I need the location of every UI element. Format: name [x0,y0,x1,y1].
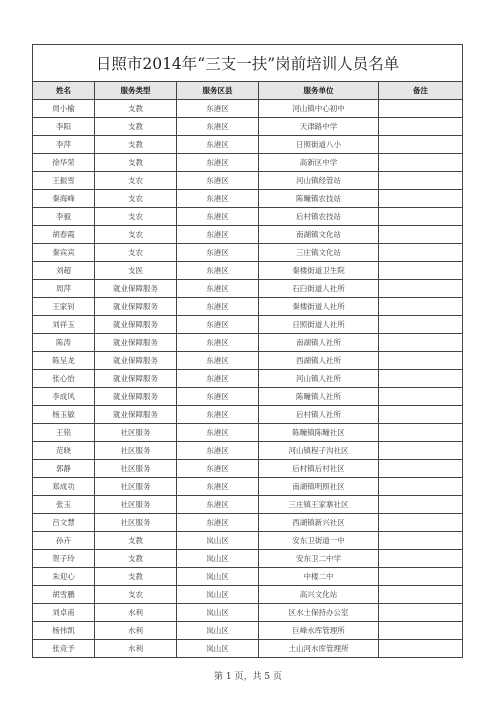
cell-name: 李毅 [33,208,95,226]
cell-name: 王家钊 [33,298,95,316]
cell-service-type: 就业保障服务 [95,316,177,334]
cell-service-type: 支教 [95,532,177,550]
cell-service-unit: 中楼二中 [259,568,379,586]
cell-name: 孙卉 [33,532,95,550]
table-row [33,424,463,442]
table-row [33,316,463,334]
cell-district: 东港区 [177,136,259,154]
cell-name: 李成风 [33,388,95,406]
cell-name: 郑成功 [33,478,95,496]
cell-service-type: 社区服务 [95,460,177,478]
cell-service-unit: 土山河水库管理所 [259,640,379,658]
cell-district: 东港区 [177,280,259,298]
cell-district: 东港区 [177,496,259,514]
cell-name: 刘卓甫 [33,604,95,622]
table-row [33,208,463,226]
cell-service-type: 支农 [95,208,177,226]
table-row [33,478,463,496]
cell-district: 东港区 [177,244,259,262]
cell-name: 杨玉敏 [33,406,95,424]
cell-service-unit: 安东卫二中学 [259,550,379,568]
cell-service-unit: 河山镇中心初中 [259,100,379,118]
header-remarks: 备注 [379,82,463,100]
table-row [33,100,463,118]
table-row [33,298,463,316]
cell-district: 岚山区 [177,532,259,550]
cell-district: 岚山区 [177,550,259,568]
cell-district: 岚山区 [177,640,259,658]
cell-remarks [379,568,463,586]
cell-service-unit: 天津路中学 [259,118,379,136]
cell-service-unit: 区水土保持办公室 [259,604,379,622]
cell-service-unit: 后村镇后村社区 [259,460,379,478]
cell-remarks [379,478,463,496]
cell-name: 周萍 [33,280,95,298]
table-row [33,352,463,370]
cell-name: 李萍 [33,136,95,154]
cell-district: 东港区 [177,154,259,172]
cell-district: 东港区 [177,460,259,478]
cell-service-type: 支教 [95,136,177,154]
cell-district: 东港区 [177,514,259,532]
table-row [33,568,463,586]
cell-remarks [379,244,463,262]
cell-remarks [379,226,463,244]
cell-service-unit: 高新区中学 [259,154,379,172]
cell-service-type: 支教 [95,154,177,172]
table-row [33,604,463,622]
header-name: 姓名 [33,82,95,100]
cell-name: 范晓 [33,442,95,460]
table-row [33,532,463,550]
cell-name: 杨伟凯 [33,622,95,640]
cell-name: 徐华荣 [33,154,95,172]
cell-service-type: 社区服务 [95,496,177,514]
cell-remarks [379,388,463,406]
cell-service-unit: 陈疃镇人社所 [259,388,379,406]
cell-remarks [379,586,463,604]
cell-service-type: 支农 [95,190,177,208]
cell-district: 东港区 [177,334,259,352]
cell-name: 吕文慧 [33,514,95,532]
cell-district: 东港区 [177,406,259,424]
cell-name: 贺子玲 [33,550,95,568]
cell-service-type: 就业保障服务 [95,280,177,298]
cell-name: 胡春霞 [33,226,95,244]
cell-district: 岚山区 [177,586,259,604]
cell-name: 秦宾宾 [33,244,95,262]
table-row [33,190,463,208]
cell-service-type: 就业保障服务 [95,298,177,316]
cell-name: 秦海峰 [33,190,95,208]
cell-service-unit: 陈疃镇农技站 [259,190,379,208]
cell-district: 东港区 [177,262,259,280]
table-row [33,262,463,280]
cell-service-type: 支农 [95,586,177,604]
cell-district: 岚山区 [177,622,259,640]
cell-district: 东港区 [177,172,259,190]
cell-service-type: 社区服务 [95,424,177,442]
cell-service-unit: 三庄镇王家寨社区 [259,496,379,514]
cell-service-unit: 陈疃镇陈疃社区 [259,424,379,442]
cell-service-unit: 高兴文化站 [259,586,379,604]
header-row [33,82,463,100]
table-row [33,622,463,640]
roster-body [33,100,463,658]
table-row [33,118,463,136]
cell-district: 东港区 [177,388,259,406]
cell-district: 岚山区 [177,568,259,586]
cell-remarks [379,280,463,298]
cell-service-unit: 后村镇农技站 [259,208,379,226]
cell-district: 东港区 [177,118,259,136]
cell-name: 周小榆 [33,100,95,118]
cell-service-type: 支教 [95,100,177,118]
cell-service-type: 水利 [95,604,177,622]
cell-name: 王振雪 [33,172,95,190]
table-row [33,370,463,388]
cell-district: 东港区 [177,208,259,226]
cell-service-unit: 日照街道人社所 [259,316,379,334]
cell-remarks [379,604,463,622]
cell-name: 张心怡 [33,370,95,388]
cell-remarks [379,640,463,658]
cell-name: 张玉 [33,496,95,514]
cell-remarks [379,532,463,550]
cell-remarks [379,460,463,478]
cell-remarks [379,424,463,442]
cell-remarks [379,514,463,532]
cell-service-type: 支教 [95,568,177,586]
roster-table [32,44,463,658]
cell-name: 刘超 [33,262,95,280]
cell-service-unit: 南湖镇人社所 [259,334,379,352]
cell-remarks [379,172,463,190]
cell-remarks [379,352,463,370]
cell-service-unit: 西湖镇人社所 [259,352,379,370]
cell-name: 郭静 [33,460,95,478]
cell-remarks [379,100,463,118]
table-row [33,226,463,244]
cell-remarks [379,442,463,460]
cell-remarks [379,622,463,640]
cell-remarks [379,154,463,172]
cell-service-type: 支农 [95,244,177,262]
cell-service-unit: 秦楼街道卫生院 [259,262,379,280]
cell-remarks [379,370,463,388]
table-row [33,388,463,406]
table-row [33,280,463,298]
cell-district: 东港区 [177,226,259,244]
cell-name: 刘祥玉 [33,316,95,334]
cell-service-type: 支农 [95,226,177,244]
cell-service-type: 水利 [95,640,177,658]
table-row [33,172,463,190]
table-row [33,514,463,532]
cell-service-unit: 巨峰水库管理所 [259,622,379,640]
cell-remarks [379,118,463,136]
cell-district: 东港区 [177,316,259,334]
header-service-type: 服务类型 [95,82,177,100]
cell-district: 东港区 [177,442,259,460]
cell-name: 朱迎心 [33,568,95,586]
cell-remarks [379,316,463,334]
table-row [33,586,463,604]
table-row [33,640,463,658]
cell-remarks [379,406,463,424]
table-row [33,136,463,154]
table-row [33,406,463,424]
cell-district: 东港区 [177,190,259,208]
cell-service-unit: 后村镇人社所 [259,406,379,424]
cell-district: 东港区 [177,478,259,496]
table-row [33,496,463,514]
cell-service-type: 就业保障服务 [95,406,177,424]
cell-remarks [379,334,463,352]
cell-remarks [379,136,463,154]
page-footer: 第 1 页，共 5 页 [214,672,282,682]
header-service-unit: 服务单位 [259,82,379,100]
cell-service-unit: 安东卫街道一中 [259,532,379,550]
cell-remarks [379,496,463,514]
cell-district: 东港区 [177,100,259,118]
cell-service-unit: 南湖镇明照社区 [259,478,379,496]
cell-service-unit: 河山镇人社所 [259,370,379,388]
cell-remarks [379,298,463,316]
cell-service-unit: 河山镇程子沟社区 [259,442,379,460]
roster-sheet [32,44,462,658]
document-title: 日照市2014年“三支一扶”岗前培训人员名单 [33,45,463,82]
cell-district: 东港区 [177,370,259,388]
table-row [33,460,463,478]
cell-remarks [379,190,463,208]
cell-service-type: 支医 [95,262,177,280]
cell-name: 李阳 [33,118,95,136]
cell-name: 陈呈龙 [33,352,95,370]
table-row [33,244,463,262]
cell-service-unit: 河山镇经管站 [259,172,379,190]
cell-service-unit: 日照街道八小 [259,136,379,154]
table-row [33,154,463,172]
cell-district: 东港区 [177,352,259,370]
table-row [33,442,463,460]
cell-service-type: 支农 [95,172,177,190]
cell-name: 王铭 [33,424,95,442]
cell-service-type: 社区服务 [95,514,177,532]
table-row [33,550,463,568]
cell-service-unit: 秦楼街道人社所 [259,298,379,316]
cell-service-unit: 南湖镇文化站 [259,226,379,244]
cell-name: 陈涛 [33,334,95,352]
cell-remarks [379,208,463,226]
cell-service-type: 就业保障服务 [95,334,177,352]
cell-district: 岚山区 [177,604,259,622]
cell-service-unit: 石臼街道人社所 [259,280,379,298]
cell-name: 胡雪鹏 [33,586,95,604]
cell-service-type: 社区服务 [95,442,177,460]
cell-service-type: 社区服务 [95,478,177,496]
cell-service-type: 就业保障服务 [95,370,177,388]
cell-service-type: 支教 [95,118,177,136]
cell-service-type: 就业保障服务 [95,352,177,370]
cell-name: 张竞予 [33,640,95,658]
cell-service-unit: 西湖镇新兴社区 [259,514,379,532]
cell-service-type: 支教 [95,550,177,568]
cell-remarks [379,550,463,568]
cell-service-unit: 三庄镇文化站 [259,244,379,262]
cell-district: 东港区 [177,424,259,442]
cell-service-type: 就业保障服务 [95,388,177,406]
table-row [33,334,463,352]
cell-remarks [379,262,463,280]
cell-district: 东港区 [177,298,259,316]
cell-service-type: 水利 [95,622,177,640]
header-district: 服务区县 [177,82,259,100]
